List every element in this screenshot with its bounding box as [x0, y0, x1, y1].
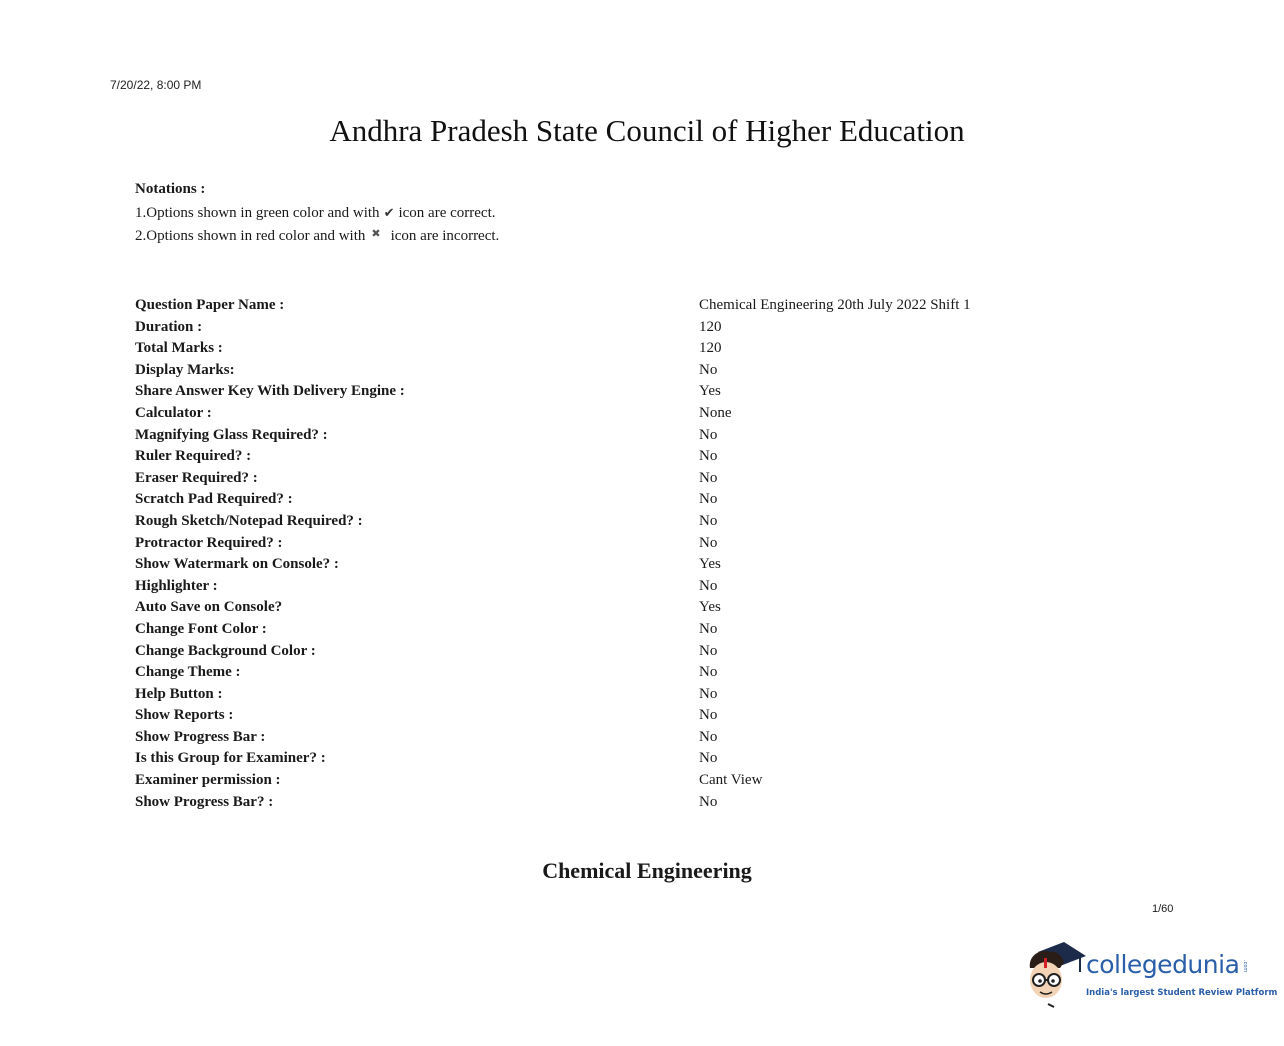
collegedunia-logo [1024, 938, 1278, 1010]
brand-tagline: India's largest Student Review Platform [1086, 988, 1278, 998]
page-title: Andhra Pradesh State Council of Higher Education [329, 113, 965, 148]
detail-row [135, 425, 1035, 447]
detail-value: None [699, 404, 732, 421]
print-timestamp: 7/20/22, 8:00 PM [110, 78, 202, 92]
detail-row [135, 792, 1035, 814]
detail-value: No [699, 534, 718, 551]
detail-value: Yes [699, 556, 721, 573]
detail-label: Show Progress Bar? : [135, 793, 274, 810]
detail-value: Yes [699, 383, 721, 400]
detail-label: Total Marks : [135, 340, 223, 357]
brand-suffix: .com [1242, 960, 1248, 973]
detail-label: Change Theme : [135, 664, 241, 681]
detail-row [135, 381, 1035, 403]
detail-label: Scratch Pad Required? : [135, 491, 293, 508]
detail-row [135, 468, 1035, 490]
detail-row [135, 338, 1035, 360]
notation-incorrect-text-before: 2.Options shown in red color and with [135, 228, 366, 244]
section-title: Chemical Engineering [542, 858, 752, 883]
notation-correct-text-before: 1.Options shown in green color and with [135, 204, 380, 221]
detail-label: Display Marks: [135, 361, 235, 378]
detail-row [135, 748, 1035, 770]
brand-name: collegedunia [1086, 950, 1240, 979]
detail-value: 120 [699, 318, 722, 335]
page-number: 1/60 [1152, 903, 1174, 915]
detail-label: Duration : [135, 318, 203, 335]
detail-label: Show Watermark on Console? : [135, 556, 339, 573]
detail-value: No [699, 707, 718, 724]
cross-icon: ✖ [371, 227, 381, 240]
detail-value: No [699, 577, 718, 594]
detail-label: Magnifying Glass Required? : [135, 426, 328, 443]
detail-value: No [699, 361, 718, 378]
detail-row [135, 295, 1035, 317]
detail-label: Ruler Required? : [135, 448, 252, 465]
detail-value: No [699, 512, 718, 529]
detail-row [135, 576, 1035, 598]
detail-label: Highlighter : [135, 577, 218, 594]
detail-label: Examiner permission : [135, 772, 281, 789]
detail-row [135, 554, 1035, 576]
detail-value: Chemical Engineering 20th July 2022 Shift 1 [699, 297, 971, 313]
detail-label: Calculator : [135, 404, 212, 421]
detail-row [135, 641, 1035, 663]
detail-row [135, 684, 1035, 706]
detail-row [135, 597, 1035, 619]
detail-value: No [699, 491, 718, 508]
detail-row [135, 727, 1035, 749]
mascot-icon [1024, 938, 1086, 1008]
detail-label: Rough Sketch/Notepad Required? : [135, 512, 363, 529]
detail-value: No [699, 750, 718, 767]
paper-details-table [135, 295, 1035, 813]
detail-row [135, 619, 1035, 641]
detail-label: Eraser Required? : [135, 469, 258, 486]
notation-incorrect-text-after: icon are incorrect. [390, 228, 500, 244]
detail-label: Change Background Color : [135, 642, 316, 659]
detail-label: Protractor Required? : [135, 534, 283, 551]
detail-row [135, 446, 1035, 468]
detail-row [135, 533, 1035, 555]
detail-value: Cant View [699, 772, 763, 789]
detail-label: Change Font Color : [135, 620, 267, 637]
detail-value: No [699, 469, 718, 486]
detail-value: No [699, 448, 718, 465]
detail-value: Yes [699, 599, 721, 616]
detail-label: Help Button : [135, 685, 223, 702]
detail-row [135, 360, 1035, 382]
detail-row [135, 705, 1035, 727]
detail-row [135, 770, 1035, 792]
detail-row [135, 489, 1035, 511]
detail-label: Auto Save on Console? [135, 599, 283, 616]
detail-row [135, 662, 1035, 684]
detail-label: Show Progress Bar : [135, 728, 266, 745]
notations-block [135, 178, 499, 249]
detail-row [135, 511, 1035, 533]
detail-label: Share Answer Key With Delivery Engine : [135, 383, 405, 400]
detail-value: No [699, 642, 718, 659]
detail-row [135, 317, 1035, 339]
detail-value: No [699, 426, 718, 443]
detail-value: No [699, 664, 718, 681]
detail-value: 120 [699, 340, 722, 357]
notation-incorrect [135, 225, 499, 249]
detail-label: Show Reports : [135, 707, 234, 724]
detail-label: Is this Group for Examiner? : [135, 750, 326, 767]
check-icon: ✔ [383, 205, 395, 221]
detail-value: No [699, 620, 718, 637]
notation-correct [135, 202, 499, 226]
notations-heading: Notations : [135, 181, 206, 197]
detail-row [135, 403, 1035, 425]
detail-label: Question Paper Name : [135, 297, 285, 313]
detail-value: No [699, 793, 718, 810]
detail-value: No [699, 685, 718, 702]
notation-correct-text-after: icon are correct. [398, 204, 496, 221]
detail-value: No [699, 728, 718, 745]
